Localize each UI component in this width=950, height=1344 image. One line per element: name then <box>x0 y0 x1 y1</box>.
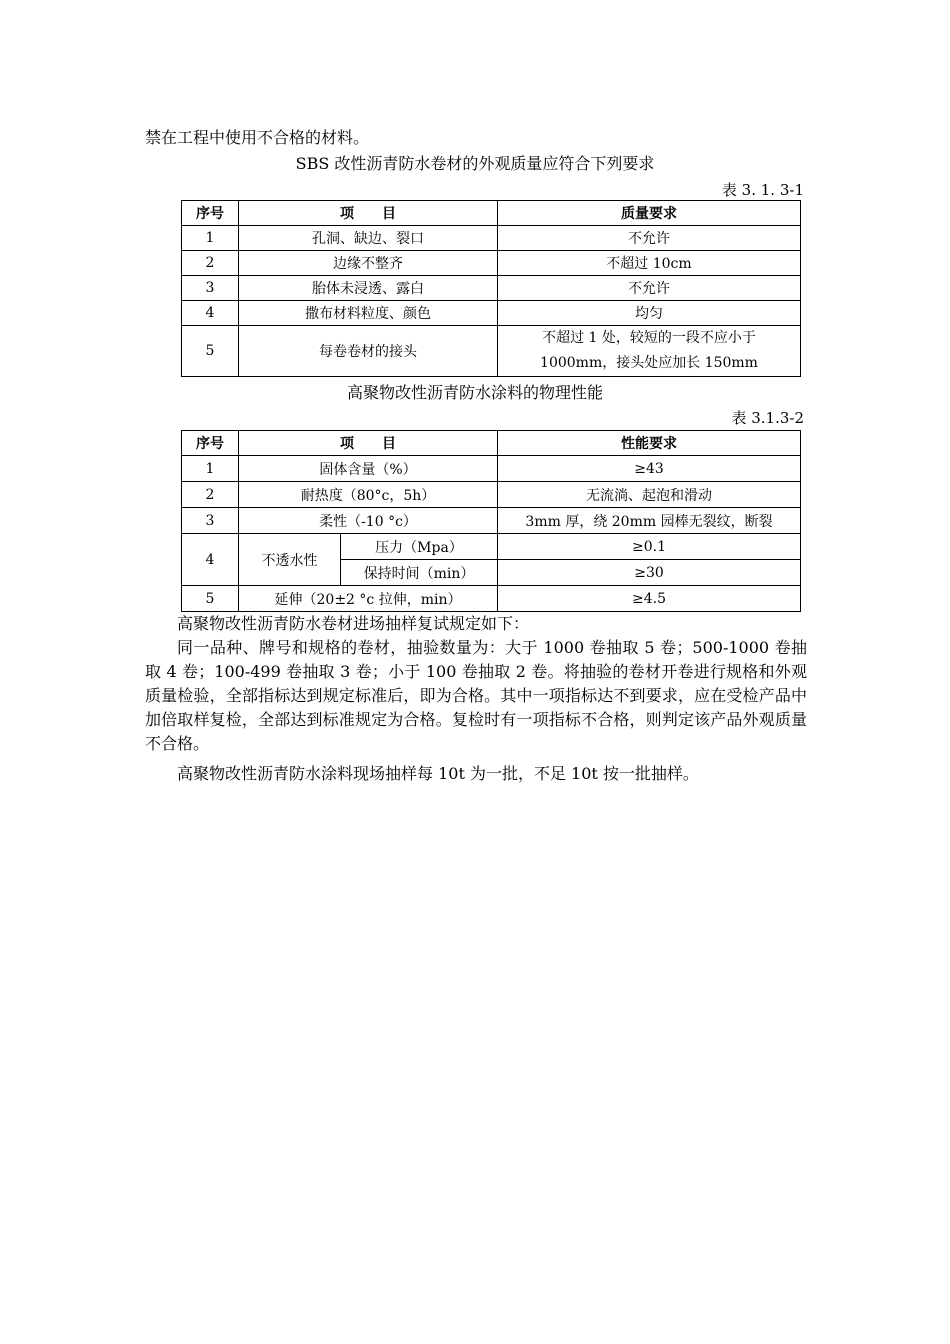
cell-group: 不透水性 <box>239 534 341 586</box>
table2-number: 表 3.1.3-2 <box>731 409 804 427</box>
cell-no: 5 <box>182 586 239 612</box>
cell-item: 柔性（-10 °c） <box>239 508 498 534</box>
table-row <box>182 226 801 251</box>
cell-item: 固体含量（%） <box>239 456 498 482</box>
cell-sub-item: 压力（Mpa） <box>341 534 498 560</box>
cell-item: 延伸（20±2 °c 拉伸，min） <box>239 586 498 612</box>
cell-req: 不允许 <box>498 226 801 251</box>
cell-no: 4 <box>182 301 239 326</box>
table1-header-row <box>182 201 801 226</box>
cell-req: 3mm 厚，绕 20mm 园棒无裂纹，断裂 <box>498 508 801 534</box>
cell-item: 每卷卷材的接头 <box>239 326 498 377</box>
paragraph-3: 高聚物改性沥青防水涂料现场抽样每 10t 为一批，不足 10t 按一批抽样。 <box>177 764 699 783</box>
cell-item: 撒布材料粒度、颜色 <box>239 301 498 326</box>
table-row <box>182 586 801 612</box>
table1-title: SBS 改性沥青防水卷材的外观质量应符合下列要求 <box>295 154 655 173</box>
cell-no: 2 <box>182 482 239 508</box>
cell-req: 不允许 <box>498 276 801 301</box>
cell-item: 耐热度（80°c，5h） <box>239 482 498 508</box>
cell-item: 胎体未浸透、露白 <box>239 276 498 301</box>
cell-req-line1: 不超过 1 处，较短的一段不应小于 <box>542 330 756 346</box>
intro-line: 禁在工程中使用不合格的材料。 <box>145 128 370 147</box>
table1 <box>181 200 801 377</box>
table1-header-req: 质量要求 <box>498 201 801 226</box>
cell-no: 5 <box>182 326 239 377</box>
cell-no: 2 <box>182 251 239 276</box>
cell-req: ≥4.5 <box>498 586 801 612</box>
table1-header-item: 项 目 <box>239 201 498 226</box>
table2-header-no: 序号 <box>182 431 239 456</box>
table2 <box>181 430 801 612</box>
table2-header-item: 项 目 <box>239 431 498 456</box>
table-row <box>182 482 801 508</box>
table-row <box>182 276 801 301</box>
paragraph-2: 同一品种、牌号和规格的卷材，抽验数量为：大于 1000 卷抽取 5 卷；500-1000 卷抽取 4 卷；100-499 卷抽取 3 卷；小于 100 卷抽取 2 卷。将抽验的卷材开卷进行规格和外观质量检验，全部指标达到规定标准后，即为合格。其中一项指标达不到要求，应在受检产品中加倍取样复检，全部达到标准规定为合格。复检时有一项指标不合格，则判定该产品外观质量不合格。 <box>145 638 807 753</box>
table2-header-req: 性能要求 <box>498 431 801 456</box>
table-row <box>182 301 801 326</box>
table2-header-row <box>182 431 801 456</box>
cell-no: 1 <box>182 456 239 482</box>
table-row <box>182 508 801 534</box>
cell-req: 均匀 <box>498 301 801 326</box>
cell-req: ≥0.1 <box>498 534 801 560</box>
cell-no: 3 <box>182 508 239 534</box>
table-row <box>182 456 801 482</box>
cell-req <box>498 326 801 377</box>
cell-req: ≥43 <box>498 456 801 482</box>
table-row <box>182 326 801 377</box>
table-row <box>182 534 801 560</box>
table-row <box>182 251 801 276</box>
cell-no: 4 <box>182 534 239 586</box>
paragraph-1: 高聚物改性沥青防水卷材进场抽样复试规定如下： <box>177 614 530 633</box>
cell-req: 不超过 10cm <box>498 251 801 276</box>
cell-sub-item: 保持时间（min） <box>341 560 498 586</box>
cell-no: 1 <box>182 226 239 251</box>
cell-req: 无流淌、起泡和滑动 <box>498 482 801 508</box>
cell-item: 边缘不整齐 <box>239 251 498 276</box>
table1-header-no: 序号 <box>182 201 239 226</box>
cell-item: 孔洞、缺边、裂口 <box>239 226 498 251</box>
table2-title: 高聚物改性沥青防水涂料的物理性能 <box>346 383 603 402</box>
table1-number: 表 3. 1. 3-1 <box>721 181 804 199</box>
cell-no: 3 <box>182 276 239 301</box>
cell-req-line2: 1000mm，接头处应加长 150mm <box>540 355 758 371</box>
cell-req: ≥30 <box>498 560 801 586</box>
